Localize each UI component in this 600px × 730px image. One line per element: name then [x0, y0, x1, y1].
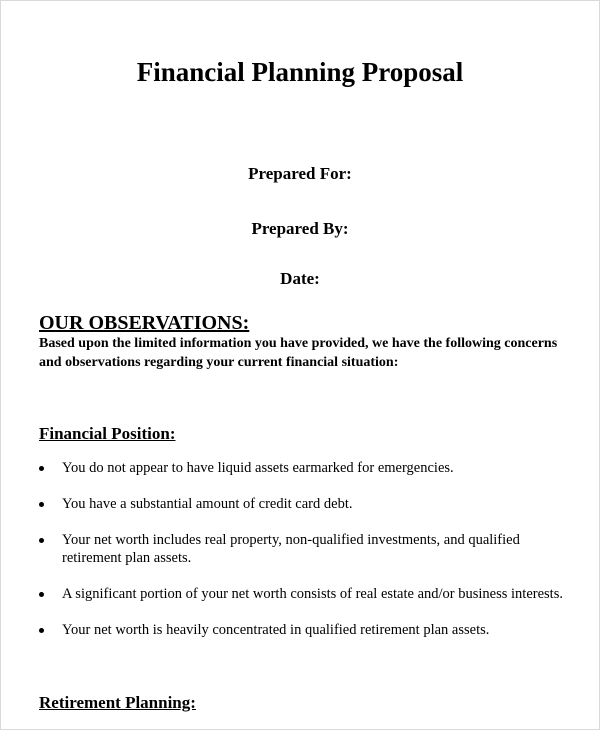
- list-item-text: Your net worth is heavily concentrated in qualified retirement plan assets.: [62, 622, 490, 638]
- list-item: [39, 495, 569, 513]
- list-item: [39, 585, 569, 603]
- financial-position-heading: Financial Position:: [39, 424, 176, 443]
- bullet-icon: [39, 502, 44, 507]
- list-item: [39, 531, 569, 567]
- observations-heading: OUR OBSERVATIONS:: [39, 312, 250, 334]
- bullet-icon: [39, 592, 44, 597]
- list-item-text: You have a substantial amount of credit card debt.: [62, 496, 353, 512]
- observations-intro: Based upon the limited information you have provided, we have the following concerns and observations regarding your current financial situation:: [39, 336, 558, 370]
- prepared-by-label: Prepared By:: [251, 219, 349, 238]
- financial-position-list: [39, 459, 569, 657]
- list-item-text: You do not appear to have liquid assets earmarked for emergencies.: [62, 460, 454, 476]
- bullet-icon: [39, 628, 44, 633]
- prepared-for-label: Prepared For:: [248, 164, 352, 183]
- bullet-icon: [39, 538, 44, 543]
- document-title: Financial Planning Proposal: [136, 57, 464, 87]
- list-item: [39, 621, 569, 639]
- list-item: [39, 459, 569, 477]
- date-label: Date:: [280, 269, 320, 288]
- bullet-icon: [39, 466, 44, 471]
- list-item-text: A significant portion of your net worth consists of real estate and/or business interests.: [62, 586, 563, 602]
- list-item-text: Your net worth includes real property, non-qualified investments, and qualified retirement plan assets.: [62, 532, 520, 566]
- retirement-planning-heading: Retirement Planning:: [39, 693, 196, 712]
